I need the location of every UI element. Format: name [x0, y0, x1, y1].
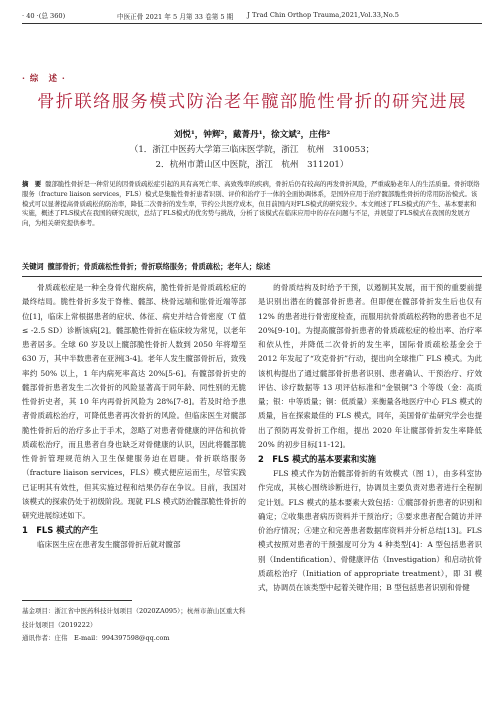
body-paragraph: 临床医生应在患者发生髋部骨折后就对髋部	[37, 540, 181, 550]
author-list: 刘悦¹，钟辉²，戴菁丹¹，徐文斌²，庄伟²	[173, 130, 331, 140]
footnote-rule	[22, 600, 132, 601]
keywords-text: 髋部骨折；骨质疏松性骨折；骨折联络服务；骨质疏松；老年人；综述	[47, 262, 271, 271]
affiliation-2: 2．杭州市萧山区中医院，浙江 杭州 311201）	[155, 160, 349, 170]
right-column	[258, 281, 482, 595]
section-heading-2: 2 FLS 模式的基本要素和实施	[258, 454, 376, 464]
keywords-label: 关键词	[22, 262, 44, 271]
body-paragraph: 骨质疏松症是一种全身骨代谢疾病，脆性骨折是骨质疏松症的最终结局。脆性骨折多发于脊椎、髋部、桡骨远端和肱骨近端等部位[1]，临床上常根据患者的症状、体征、病史并结合骨密度（T 值≤ -2.5 SD）诊断该病[2]。髋部脆性骨折在临床较为常见，以老年患者居多。全球 60 岁及以上髋部脆性骨折人数到 2050 年将增至 630 万，其中半数患者在亚洲[3-4]。老年人发生髋部骨折后，致残率约 50% 以上，1 年内病死率高达 20%[5-6]。有髋部骨折史的髋部骨折患者发生二次骨折的风险显著高于同年龄、同性别的无脆性骨折史者，其 10 年内再骨折风险为 28%[7-8]。若及时给予患者骨质疏松治疗，可降低患者再次骨折的风险。但临床医生对髋部脆性骨折后的治疗多止于手术，忽略了对患者骨健康的评估和抗骨质疏松治疗，而且患者自身也缺乏对骨健康的认识，因此将髋部脆性骨折管理规范纳入卫生保健服务迫在眉睫。骨折联络服务（fracture liaison services，FLS）模式便应运而生，尽管实践已证明其有效性，但其实施过程和结果仍存在争议。目前，我国对该模式的探索仍处于初级阶段。现就 FLS 模式防治髋部脆性骨折的研究进展综述如下。	[22, 283, 246, 520]
running-header	[22, 8, 482, 22]
footnote	[22, 605, 246, 646]
keywords	[22, 262, 482, 272]
section-tag: · 综 述 ·	[22, 73, 66, 83]
journal-en: J Trad Chin Orthop Trauma,2021,Vol.33,No.5	[247, 11, 399, 19]
body-paragraph: FLS 模式作为防治髋部骨折的有效模式（图 1），由多科室协作完成，其核心围绕诊断进行，协调员主要负责对患者进行全程制定计划。FLS 模式的基本要素大致包括：①髋部骨折患者的识别和确定；②收集患者病历资料并干预治疗；③要求患者配合随访并评价治疗情况；④建立和完善患者数据库资料并分析总结[13]。FLS 模式按照对患者的干预强度可分为 4 种类型[4]：A 型包括患者识别（Indentification）、骨健康评估（Investigation）和启动抗骨质疏松治疗（Initiation of appropriate treatment），即 3I 模式，协调员在该类型中起着关键作用；B 型包括患者识别和骨健	[258, 469, 482, 592]
abstract-label: 摘 要	[22, 180, 42, 188]
affiliation-1: （1．浙江中医药大学第三临床医学院，浙江 杭州 310053；	[129, 145, 375, 155]
left-column	[22, 281, 246, 553]
abstract	[22, 180, 482, 229]
abstract-rule	[22, 276, 482, 277]
article-title: 骨折联络服务模式防治老年髋部脆性骨折的研究进展	[37, 92, 467, 112]
corresponding-author: 通讯作者：庄伟 E-mail：994397598@qq.com	[22, 634, 170, 642]
journal-cn: 中医正骨 2021 年 5 月第 33 卷第 5 期	[117, 13, 234, 21]
body-paragraph: 的骨质结构及时给予干预，以遏制其发展，而干预的重要前提是识别出潜在的髋部骨折患者。但即便在髋部骨折发生后也仅有 12% 的患者进行骨密度检查，而服用抗骨质疏松药物的患者也不足 20%[9-10]。为提高髋部骨折患者的骨质疏松症的检出率、治疗率和依从性，并降低二次骨折的发生率，国际骨质疏松基金会于 2012 年发起了“攻克骨折”行动，提出向全球推广 FLS 模式。为此该机构提出了通过髋部骨折患者识别、患者确认、干预治疗、疗效评估、诊疗数据等 13 项评估标准和“金银铜”3 个等级（金：高质量；银：中等质量；铜：低质量）来衡量各地医疗中心 FLS 模式的质量，旨在探索最佳的 FLS 模式，同年，美国骨矿盐研究学会也提出了预防再发骨折工作组，提出 2020 年让髋部骨折发生率降低 20% 的初步目标[11-12]。	[258, 283, 482, 449]
section-heading-1: 1 FLS 模式的产生	[22, 525, 99, 536]
page-number: · 40 ·(总 360)	[22, 12, 66, 20]
funding-note: 基金项目：浙江省中医药科技计划项目（2020ZA095）；杭州市萧山区重大科技计划项目（2019222）	[22, 607, 246, 629]
abstract-text: 髋部脆性骨折是一种常见的因骨质疏松症引起的具有高死亡率、高致残率的疾病，骨折后仍有较高的再发骨折风险，严重威胁老年人的生活质量。骨折联络服务（fracture liaison services，FLS）模式是集脆性骨折患者识别、评价和治疗于一体的全面协调体系，是国外应用于治疗髋部脆性骨折的常用防治模式。该模式可以显著提高骨质疏松的防治率，降低二次骨折的发生率，节约公共医疗成本，但目前国内对FLS模式的研究较少。本文阐述了FLS模式的产生、基本要素和实施，概述了FLS模式在我国的研究现状，总结了FLS模式的优劣势与挑战，分析了该模式在临床应用中的存在问题与不足，并展望了FLS模式在我国的发展方向，为相关研究提供参考。	[22, 180, 480, 228]
header-rule	[22, 23, 482, 24]
